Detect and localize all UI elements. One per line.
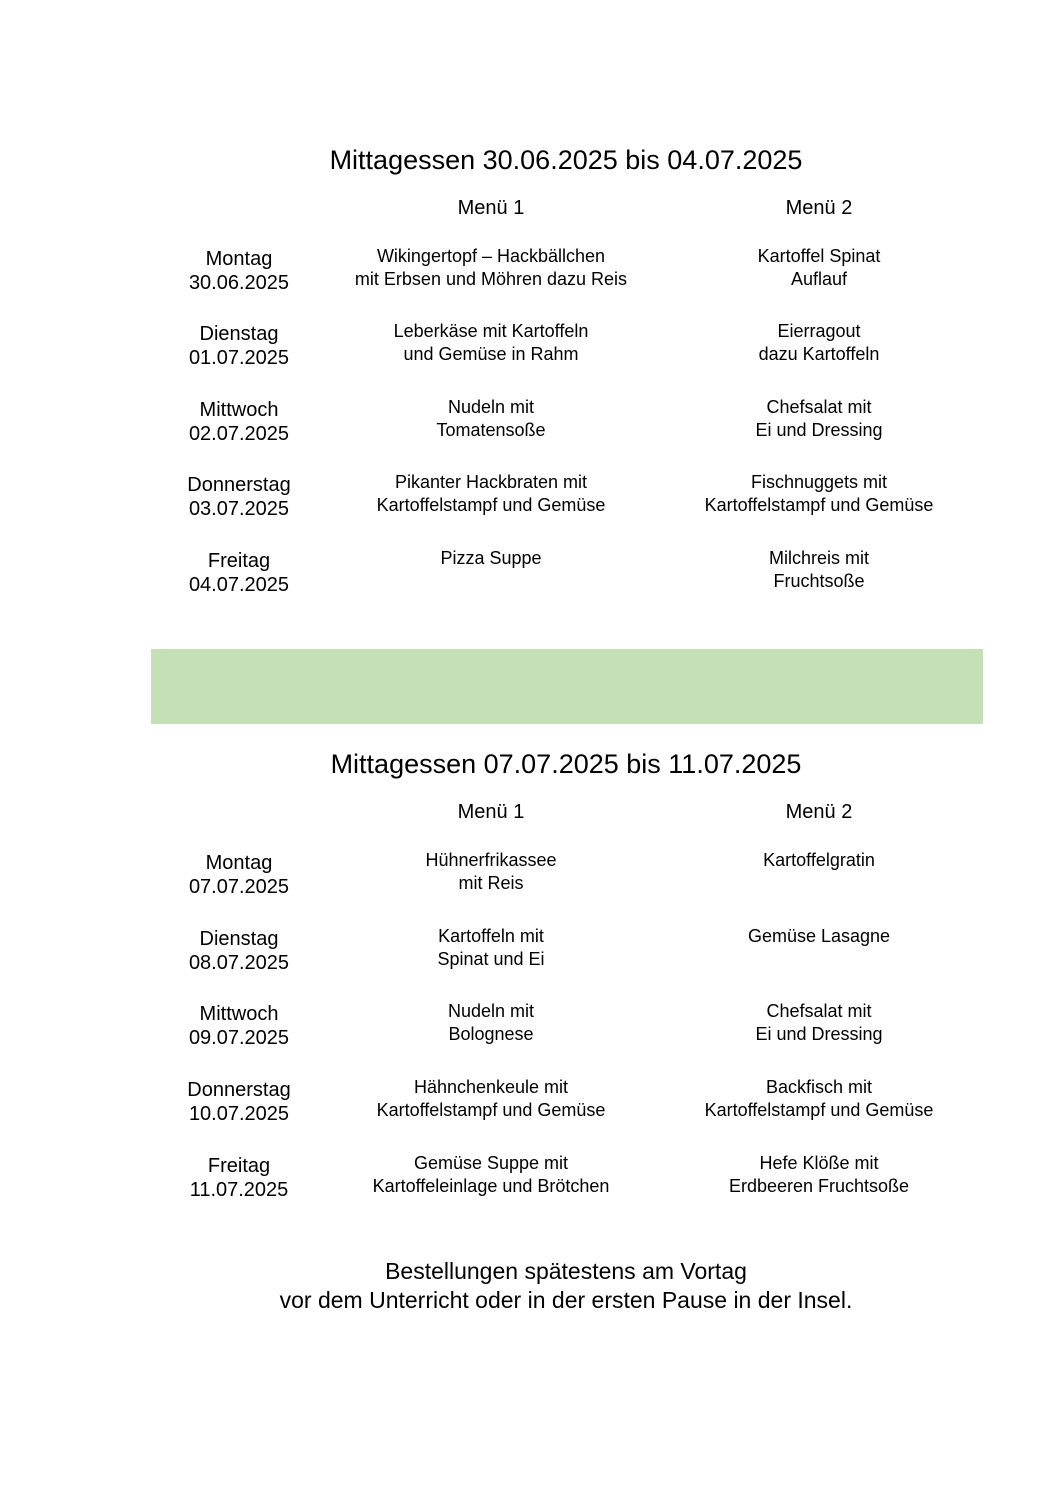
dish-line: Kartoffelstampf und Gemüse (376, 494, 606, 515)
day-name: Mittwoch (199, 1003, 279, 1025)
day-name: Dienstag (199, 323, 279, 345)
week-1-menu-1-header: Menü 1 (457, 197, 525, 219)
order-note-line-1: Bestellungen spätestens am Vortag (385, 1258, 747, 1284)
dish-line: Kartoffel Spinat (757, 246, 881, 266)
day-date: 07.07.2025 (188, 876, 290, 898)
menu-2-dish (659, 1000, 979, 1045)
week-1-row-monday (0, 247, 1058, 317)
dish-line: Kartoffelstampf und Gemüse (704, 494, 934, 515)
dish-line: Kartoffelstampf und Gemüse (376, 1099, 606, 1120)
dish-line: mit Reis (458, 872, 524, 893)
menu-1-dish (331, 245, 651, 290)
week-2-row-wednesday (0, 1002, 1058, 1072)
week-1-row-friday (0, 549, 1058, 619)
dish-line: Kartoffelstampf und Gemüse (704, 1099, 934, 1120)
dish-line: Nudeln mit (447, 1001, 535, 1021)
menu-2-dish (659, 1076, 979, 1121)
separator-band (151, 649, 983, 724)
menu-2-dish (659, 547, 979, 592)
day-cell (139, 473, 339, 521)
dish-line: Eierragout (777, 321, 861, 341)
week-1-row-tuesday (0, 322, 1058, 392)
dish-line: und Gemüse in Rahm (403, 343, 579, 364)
menu-2-dish (659, 320, 979, 365)
day-cell (139, 549, 339, 597)
week-2-menu-2-header: Menü 2 (785, 801, 853, 823)
dish-line: Nudeln mit (447, 397, 535, 417)
menu-1-dish (331, 849, 651, 894)
day-date: 03.07.2025 (188, 498, 290, 520)
week-2-row-monday (0, 851, 1058, 921)
dish-line: Auflauf (790, 268, 848, 289)
week-2-row-friday (0, 1154, 1058, 1224)
dish-line: Ei und Dressing (755, 419, 883, 440)
dish-line: Fruchtsoße (773, 570, 865, 591)
week-1-title: Mittagessen 30.06.2025 bis 04.07.2025 (329, 145, 803, 175)
day-date: 09.07.2025 (188, 1027, 290, 1049)
day-date: 04.07.2025 (188, 574, 290, 596)
day-name: Montag (205, 248, 273, 270)
day-name: Mittwoch (199, 399, 279, 421)
day-cell (139, 247, 339, 295)
day-name: Dienstag (199, 928, 279, 950)
dish-line: Pizza Suppe (440, 548, 542, 568)
day-name: Montag (205, 852, 273, 874)
day-date: 01.07.2025 (188, 347, 290, 369)
day-cell (139, 1002, 339, 1050)
week-2-row-tuesday (0, 927, 1058, 997)
dish-line: Gemüse Suppe mit (413, 1153, 569, 1173)
menu-1-dish (331, 471, 651, 516)
dish-line: dazu Kartoffeln (758, 343, 880, 364)
day-cell (139, 1154, 339, 1202)
day-date: 11.07.2025 (189, 1179, 289, 1201)
dish-line: Bolognese (448, 1023, 534, 1044)
dish-line: Wikingertopf – Hackbällchen (376, 246, 606, 266)
dish-line: Chefsalat mit (766, 1001, 872, 1021)
dish-line: Gemüse Lasagne (747, 926, 891, 946)
week-2-row-thursday (0, 1078, 1058, 1148)
day-date: 08.07.2025 (188, 952, 290, 974)
day-name: Freitag (207, 1155, 271, 1177)
menu-1-dish (331, 320, 651, 365)
menu-2-dish (659, 849, 979, 872)
dish-line: Erdbeeren Fruchtsoße (728, 1175, 910, 1196)
menu-1-dish (331, 1000, 651, 1045)
week-2-menu-1-header: Menü 1 (457, 801, 525, 823)
dish-line: Pikanter Hackbraten mit (394, 472, 588, 492)
dish-line: Spinat und Ei (437, 948, 545, 969)
menu-2-dish (659, 245, 979, 290)
menu-1-dish (331, 925, 651, 970)
dish-line: Ei und Dressing (755, 1023, 883, 1044)
order-note-line-2: vor dem Unterricht oder in der ersten Pause in der Insel. (279, 1287, 853, 1313)
order-note (100, 1257, 1032, 1315)
week-1-row-wednesday (0, 398, 1058, 468)
menu-2-dish (659, 471, 979, 516)
dish-line: Hähnchenkeule mit (413, 1077, 569, 1097)
menu-1-dish (331, 396, 651, 441)
week-1-row-thursday (0, 473, 1058, 543)
day-name: Donnerstag (187, 1079, 291, 1101)
menu-1-dish (331, 1152, 651, 1197)
menu-2-dish (659, 925, 979, 948)
dish-line: Hefe Klöße mit (759, 1153, 879, 1173)
day-cell (139, 398, 339, 446)
menu-1-dish (331, 1076, 651, 1121)
day-date: 10.07.2025 (188, 1103, 290, 1125)
day-date: 30.06.2025 (188, 272, 290, 294)
dish-line: Milchreis mit (768, 548, 869, 568)
day-cell (139, 927, 339, 975)
dish-line: Tomatensoße (436, 419, 546, 440)
menu-1-dish (331, 547, 651, 570)
day-cell (139, 322, 339, 370)
day-name: Donnerstag (187, 474, 291, 496)
dish-line: Chefsalat mit (766, 397, 872, 417)
menu-2-dish (659, 1152, 979, 1197)
day-cell (139, 851, 339, 899)
day-date: 02.07.2025 (188, 423, 290, 445)
dish-line: Kartoffeln mit (438, 926, 544, 946)
dish-line: Kartoffeleinlage und Brötchen (372, 1175, 610, 1196)
menu-2-dish (659, 396, 979, 441)
day-name: Freitag (207, 550, 271, 572)
day-cell (139, 1078, 339, 1126)
dish-line: Kartoffelgratin (763, 850, 875, 870)
dish-line: Backfisch mit (765, 1077, 873, 1097)
dish-line: Leberkäse mit Kartoffeln (393, 321, 589, 341)
dish-line: Fischnuggets mit (750, 472, 888, 492)
week-2-title: Mittagessen 07.07.2025 bis 11.07.2025 (330, 749, 802, 779)
dish-line: mit Erbsen und Möhren dazu Reis (354, 268, 628, 289)
week-1-menu-2-header: Menü 2 (785, 197, 853, 219)
dish-line: Hühnerfrikassee (425, 850, 557, 870)
